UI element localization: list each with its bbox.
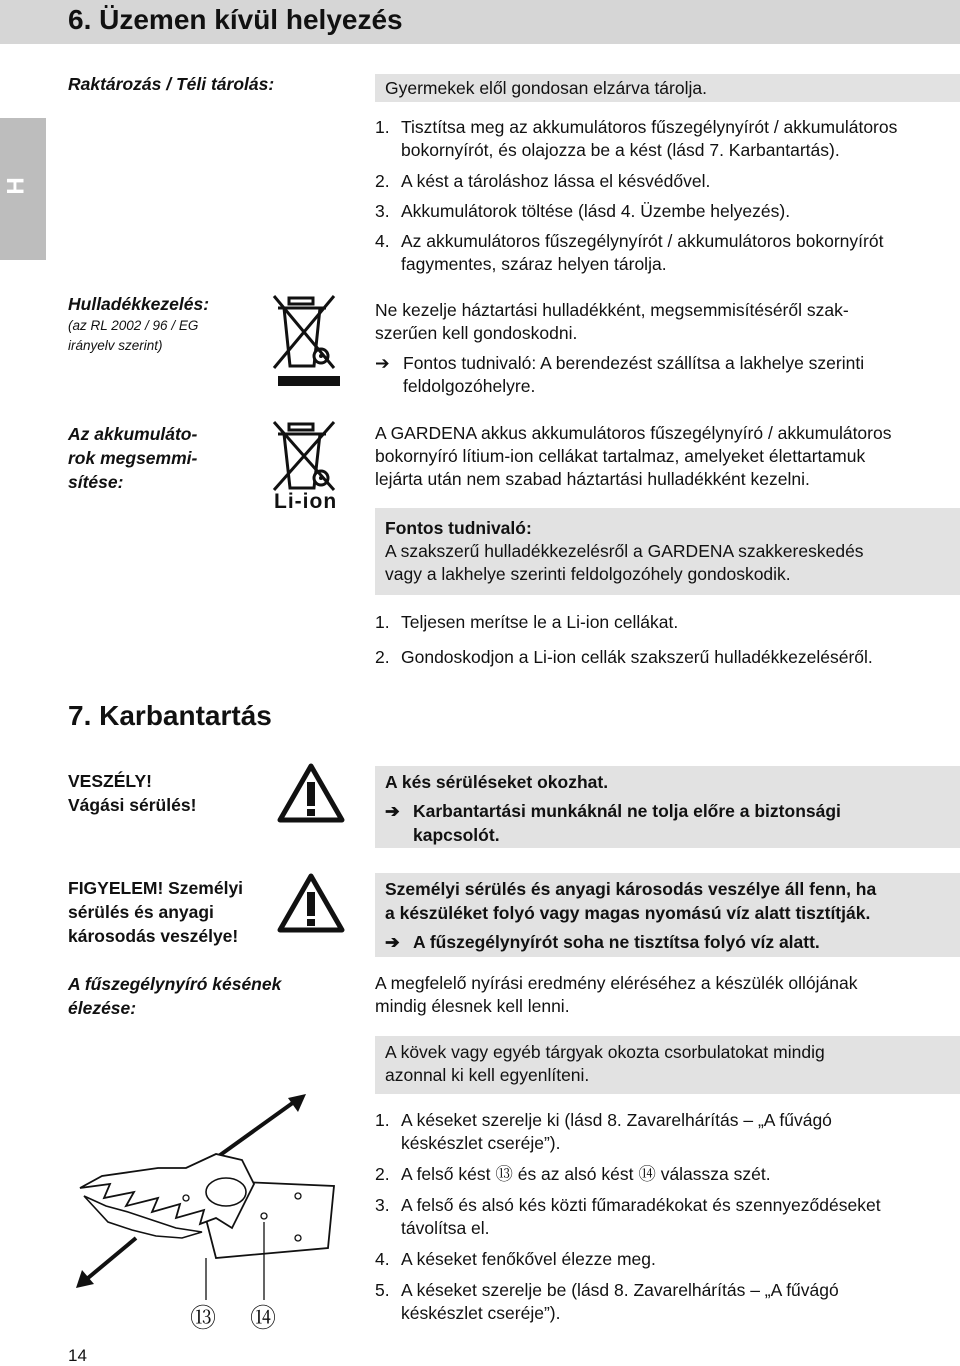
warning-line-cont: a készüléket folyó vagy magas nyomású víz alatt tisztítják. <box>385 903 871 923</box>
danger-note <box>385 799 960 847</box>
step-text: A késeket szerelje ki (lásd 8. Zavarelhárítás – „A fűvágó <box>401 1110 832 1130</box>
step-text: A késeket szerelje be (lásd 8. Zavarelhárítás – „A fűvágó <box>401 1280 839 1300</box>
warning-line: Személyi sérülés és anyagi károsodás veszélye áll fenn, ha <box>385 879 877 899</box>
sharpen-step <box>375 1109 960 1155</box>
warning-label-line: károsodás veszélye! <box>68 926 239 946</box>
waste-sublabel: (az RL 2002 / 96 / EG <box>68 318 199 333</box>
sharpen-step <box>375 1194 960 1240</box>
sharpen-step <box>375 1248 960 1271</box>
sharpen-line-cont: mindig élesnek kell lenni. <box>375 996 570 1016</box>
language-tab <box>0 118 46 260</box>
waste-text <box>375 299 960 398</box>
warning-label <box>68 876 243 948</box>
sharpen-line: A megfelelő nyírási eredmény eléréséhez a készülék ollójának <box>375 973 858 993</box>
warning-triangle-icon <box>276 762 346 824</box>
arrow-right-icon: ➔ <box>375 353 390 373</box>
step-text: Az akkumulátoros fűszegélynyírót / akkumulátoros bokornyírót <box>401 231 884 251</box>
step-text: Akkumulátorok töltése (lásd 4. Üzembe helyezés). <box>401 201 791 221</box>
arrow-right-icon: ➔ <box>385 932 400 952</box>
danger-box <box>375 766 960 848</box>
crossed-bin-icon <box>272 292 344 388</box>
step-text-cont: távolítsa el. <box>401 1218 490 1238</box>
storage-step <box>375 200 960 224</box>
sharpen-note-box <box>375 1036 960 1094</box>
section-header <box>0 0 960 44</box>
sharpen-label-line: A fűszegélynyíró késének <box>68 974 282 994</box>
danger-note-line: Karbantartási munkáknál ne tolja előre a biztonsági <box>413 801 841 821</box>
battery-text <box>375 422 960 491</box>
step-text: Gondoskodjon a Li-ion cellák szakszerű hulladékkezeléséről. <box>401 647 873 667</box>
battery-label-line: rok megsemmi- <box>68 448 198 468</box>
callout-14: ⑭ <box>250 1303 277 1333</box>
warning-label-line: sérülés és anyagi <box>68 902 214 922</box>
waste-note-line: Fontos tudnivaló: A berendezést szállítsa a lakhelye szerinti <box>403 353 865 373</box>
step-text: A felső kést ⑬ és az alsó kést ⑭ válassza szét. <box>401 1164 771 1184</box>
sharpen-note-line-cont: azonnal ki kell egyenlíteni. <box>385 1065 590 1085</box>
warning-note <box>385 930 960 954</box>
waste-label-block <box>68 292 209 356</box>
battery-step <box>375 646 960 669</box>
battery-label <box>68 422 197 494</box>
danger-line: A kés sérüléseket okozhat. <box>385 772 609 792</box>
battery-important-box <box>375 508 960 595</box>
important-line: A szakszerű hulladékkezelésről a GARDENA szakkereskedés <box>385 541 864 561</box>
step-text: A késeket fenőkővel élezze meg. <box>401 1249 656 1269</box>
storage-intro <box>375 74 960 102</box>
step-number: 3. <box>375 201 390 221</box>
warning-label-line: FIGYELEM! Személyi <box>68 878 244 898</box>
sharpen-note-line: A kövek vagy egyéb tárgyak okozta csorbulatokat mindig <box>385 1042 825 1062</box>
step-number: 3. <box>375 1195 390 1215</box>
battery-line: lejárta után nem szabad háztartási hulladékként kezelni. <box>375 469 810 489</box>
sharpen-steps <box>375 1109 960 1325</box>
step-number: 1. <box>375 1110 390 1130</box>
arrow-down-left-line <box>88 1238 136 1278</box>
battery-line: A GARDENA akkus akkumulátoros fűszegélynyíró / akkumulátoros <box>375 423 892 443</box>
danger-label-line: Vágási sérülés! <box>68 795 197 815</box>
step-text: Tisztítsa meg az akkumulátoros fűszegélynyírót / akkumulátoros <box>401 117 898 137</box>
storage-step <box>375 116 960 164</box>
important-line-cont: vagy a lakhelye szerinti feldolgozóhely gondoskodik. <box>385 564 791 584</box>
step-number: 1. <box>375 117 390 137</box>
maintenance-title: 7. Karbantartás <box>68 700 272 731</box>
li-ion-icon-label: Li-ion <box>274 490 338 513</box>
step-text-cont: fagymentes, száraz helyen tárolja. <box>401 254 667 274</box>
step-text-cont: késkészlet cseréje”). <box>401 1133 561 1153</box>
step-number: 5. <box>375 1280 390 1300</box>
waste-line: Ne kezelje háztartási hulladékként, megsemmisítéséről szak- <box>375 300 849 320</box>
callout-13: ⑬ <box>190 1303 217 1333</box>
step-text-cont: bokornyírót, és olajozza be a kést (lásd 7. Karbantartás). <box>401 140 840 160</box>
step-text: A kést a tároláshoz lássa el késvédővel. <box>401 171 711 191</box>
language-tab-label: H <box>2 177 30 195</box>
warning-triangle-icon <box>276 872 346 934</box>
step-text-cont: késkészlet cseréje”). <box>401 1303 561 1323</box>
step-number: 2. <box>375 647 390 667</box>
storage-step <box>375 170 960 194</box>
battery-label-line: sítése: <box>68 472 124 492</box>
battery-step <box>375 611 960 634</box>
step-number: 4. <box>375 231 390 251</box>
arrow-up-right-line <box>216 1102 294 1158</box>
section-title: 6. Üzemen kívül helyezés <box>68 4 403 35</box>
storage-steps <box>375 116 960 276</box>
danger-label-line: VESZÉLY! <box>68 771 152 791</box>
storage-step <box>375 230 960 276</box>
storage-label: Raktározás / Téli tárolás: <box>68 74 275 94</box>
waste-line-cont: szerűen kell gondoskodni. <box>375 323 578 343</box>
step-number: 4. <box>375 1249 390 1269</box>
sharpen-label <box>68 972 281 1020</box>
step-number: 1. <box>375 612 390 632</box>
step-text: A felső és alsó kés közti fűmaradékokat és szennyeződéseket <box>401 1195 881 1215</box>
step-number: 2. <box>375 171 390 191</box>
waste-note-line-cont: feldolgozóhelyre. <box>403 376 536 396</box>
waste-sublabel-cont: irányelv szerint) <box>68 338 163 353</box>
sharpen-label-line: élezése: <box>68 998 137 1018</box>
step-number: 2. <box>375 1164 390 1184</box>
sharpen-step <box>375 1279 960 1325</box>
danger-label <box>68 769 196 817</box>
waste-label: Hulladékkezelés: <box>68 294 210 314</box>
sharpen-step <box>375 1163 960 1186</box>
step-text: Teljesen merítse le a Li-ion cellákat. <box>401 612 679 632</box>
battery-label-line: Az akkumuláto- <box>68 424 198 444</box>
sharpen-intro <box>375 972 960 1018</box>
waste-note <box>375 352 960 398</box>
page-number: 14 <box>68 1346 87 1365</box>
battery-steps <box>375 611 960 669</box>
arrow-right-icon: ➔ <box>385 801 400 821</box>
important-title: Fontos tudnivaló: <box>385 518 532 538</box>
warning-note-line: A fűszegélynyírót soha ne tisztítsa folyó víz alatt. <box>413 932 820 952</box>
storage-intro-text: Gyermekek elől gondosan elzárva tárolja. <box>385 78 707 98</box>
battery-line: bokornyíró lítium-ion cellákat tartalmaz, amelyeket élettartamuk <box>375 446 866 466</box>
danger-note-line-cont: kapcsolót. <box>413 825 500 845</box>
warning-box <box>375 873 960 957</box>
